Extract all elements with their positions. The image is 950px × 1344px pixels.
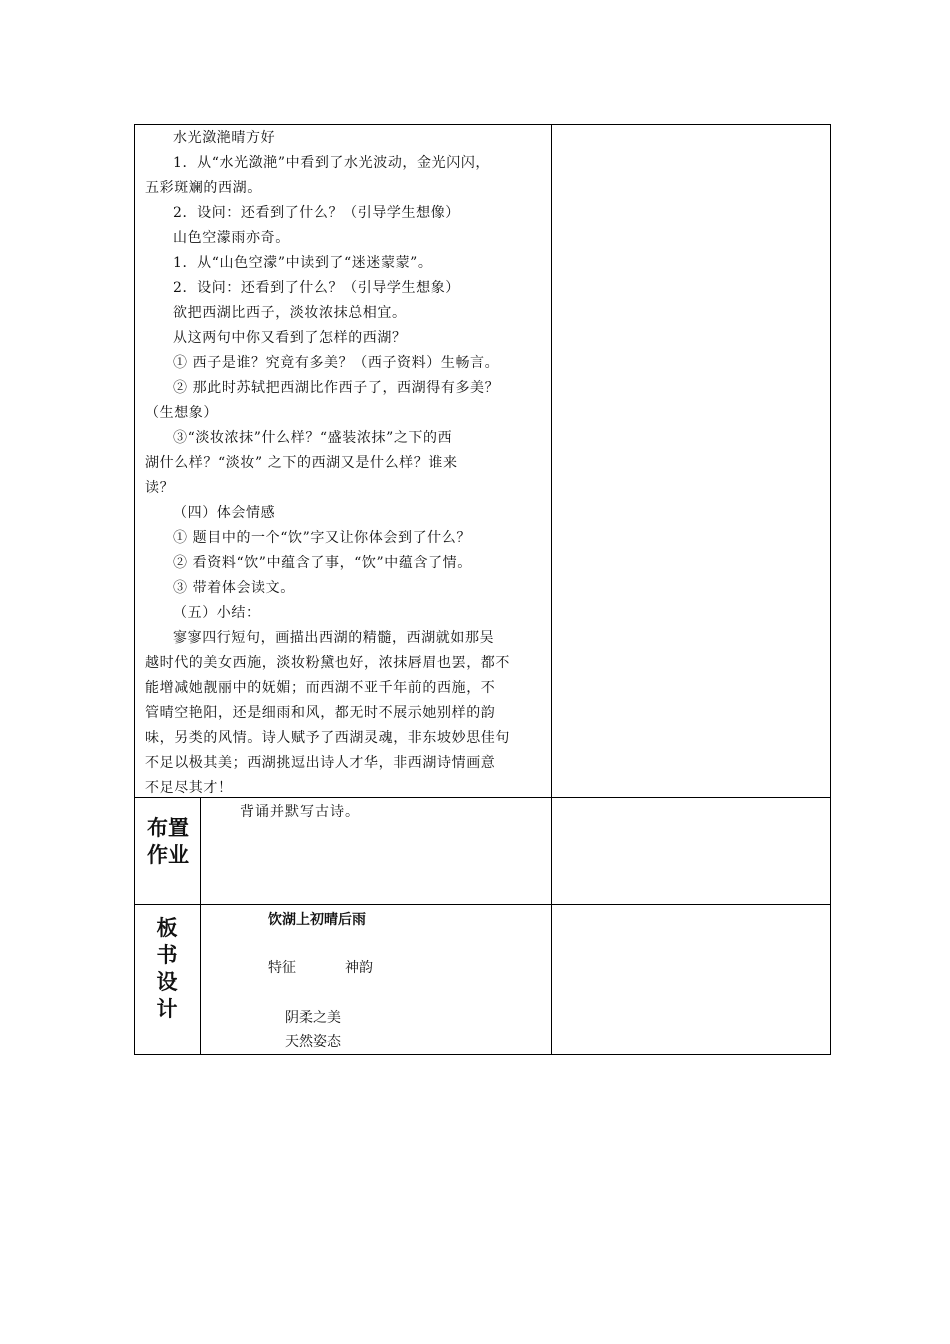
content-line: ③ 带着体会读文。 bbox=[173, 580, 295, 596]
content-line: ③“淡妆浓抹”什么样？“盛装浓抹”之下的西 bbox=[173, 430, 453, 446]
content-line: 2．设问：还看到了什么？（引导学生想像） bbox=[173, 205, 460, 221]
content-line: ② 看资料“饮”中蕴含了事，“饮”中蕴含了情。 bbox=[173, 555, 472, 571]
homework-text: 背诵并默写古诗。 bbox=[240, 804, 360, 820]
content-line: 管晴空艳阳，还是细雨和风，都无时不展示她别样的韵 bbox=[145, 705, 496, 721]
content-line: 不足尽其才！ bbox=[145, 780, 233, 796]
content-line: 读？ bbox=[145, 480, 175, 496]
content-line: ① 题目中的一个“饮”字又让你体会到了什么？ bbox=[173, 530, 471, 546]
content-line: （生想象） bbox=[145, 405, 218, 421]
board-line1: 阴柔之美 bbox=[285, 1010, 341, 1026]
content-line: 五彩斑斓的西湖。 bbox=[145, 180, 262, 196]
board-label-char-1: 板 bbox=[156, 916, 178, 940]
content-line: （四）体会情感 bbox=[173, 505, 276, 521]
content-line: 从这两句中你又看到了怎样的西湖？ bbox=[173, 330, 407, 346]
board-col2: 神韵 bbox=[345, 960, 373, 976]
content-line: 湖什么样？“淡妆” 之下的西湖又是什么样？谁来 bbox=[145, 455, 458, 471]
content-line: ① 西子是谁？究竟有多美？（西子资料）生畅言。 bbox=[173, 355, 500, 371]
content-line: 1．从“水光潋滟”中看到了水光波动，金光闪闪， bbox=[173, 155, 491, 171]
homework-label-line2: 作业 bbox=[147, 843, 189, 867]
teaching-content bbox=[145, 126, 545, 801]
board-design-label bbox=[152, 915, 182, 1023]
table-border-label-col bbox=[200, 797, 201, 1055]
content-line: 越时代的美女西施，淡妆粉黛也好，浓抹唇眉也罢，都不 bbox=[145, 655, 510, 671]
content-line: 山色空濛雨亦奇。 bbox=[173, 230, 290, 246]
content-line: 能增减她靓丽中的妩媚；而西湖不亚千年前的西施，不 bbox=[145, 680, 496, 696]
table-border-left bbox=[134, 124, 135, 1055]
board-label-char-2: 书 bbox=[156, 943, 178, 967]
content-line: 味，另类的风情。诗人赋予了西湖灵魂，非东坡妙思佳句 bbox=[145, 730, 510, 746]
table-border-row2 bbox=[134, 904, 831, 905]
content-line: 不足以极其美；西湖挑逗出诗人才华，非西湖诗情画意 bbox=[145, 755, 496, 771]
content-line: 2．设问：还看到了什么？（引导学生想象） bbox=[173, 280, 460, 296]
board-title: 饮湖上初晴后雨 bbox=[268, 912, 366, 928]
content-line: 寥寥四行短句，画描出西湖的精髓，西湖就如那吴 bbox=[173, 630, 495, 646]
homework-label bbox=[138, 815, 198, 869]
content-line: （五）小结： bbox=[173, 605, 261, 621]
table-border-top bbox=[134, 124, 831, 125]
board-line2: 天然姿态 bbox=[285, 1034, 341, 1050]
content-line: 1．从“山色空濛”中读到了“迷迷蒙蒙”。 bbox=[173, 255, 433, 271]
board-label-char-3: 设 bbox=[156, 970, 178, 994]
table-border-middle bbox=[551, 124, 552, 1055]
content-line: 欲把西湖比西子，淡妆浓抹总相宜。 bbox=[173, 305, 407, 321]
homework-label-line1: 布置 bbox=[147, 816, 189, 840]
content-line: 水光潋滟晴方好 bbox=[173, 130, 276, 146]
board-label-char-4: 计 bbox=[156, 997, 178, 1021]
table-border-right bbox=[830, 124, 831, 1055]
table-border-bottom bbox=[134, 1054, 831, 1055]
content-line: ② 那此时苏轼把西湖比作西子了，西湖得有多美？ bbox=[173, 380, 500, 396]
board-col1: 特征 bbox=[268, 960, 296, 976]
